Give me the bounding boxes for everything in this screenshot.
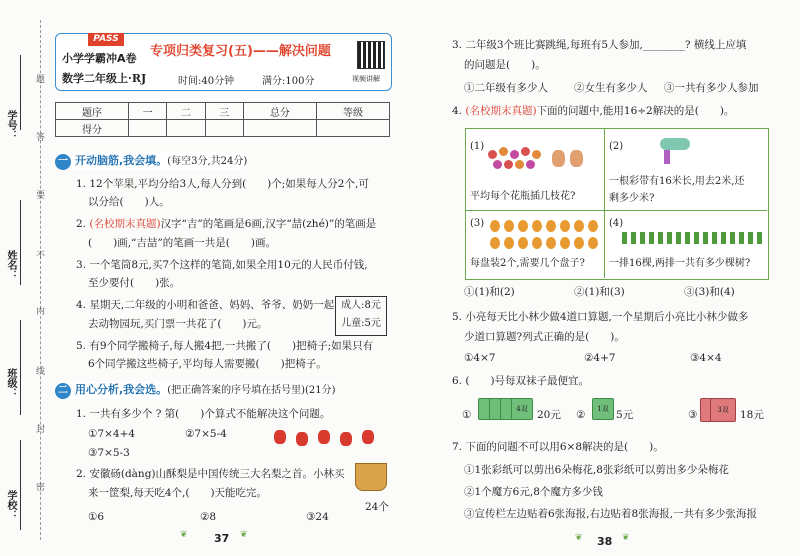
- mark-mi: 密: [36, 483, 46, 493]
- pineapple-icon: [532, 220, 542, 232]
- ribbon-roll-icon: [660, 138, 690, 150]
- student-name-label: 姓名：: [5, 250, 16, 280]
- lantern-icon: [274, 430, 286, 444]
- s2-q2-option-3[interactable]: ③24: [306, 511, 329, 523]
- score-header: 三: [205, 103, 243, 120]
- r-q5-option-1[interactable]: ①4×7: [464, 352, 496, 364]
- r-q4-text: 下面的问题中,能用16÷2解决的是( )。: [536, 105, 735, 117]
- sock-pack-label: 3双: [710, 398, 736, 422]
- sock-pack-label: 1双: [592, 398, 614, 420]
- trees-row-icon: [622, 232, 762, 244]
- mark-bu: 不: [36, 251, 46, 261]
- mark-da: 答: [36, 133, 46, 143]
- qr-code-icon[interactable]: [357, 41, 385, 69]
- score-cell[interactable]: [243, 120, 316, 137]
- lantern-icon: [318, 430, 330, 444]
- qr-caption: 视频讲解: [352, 75, 380, 83]
- score-header: 题序: [56, 103, 129, 120]
- s2-q2-line-1: 2. 安徽砀(dàng)山酥梨是中国传统三大名梨之首。小林买: [76, 468, 345, 480]
- lantern-icon: [362, 430, 374, 444]
- section-2-note: (把正确答案的序号填在括号里)(21分): [167, 385, 336, 396]
- r-q3-option-3[interactable]: ③一共有多少人参加: [664, 82, 759, 94]
- pineapple-icon: [588, 237, 598, 249]
- r-q3-line-1: 3. 二年级3个班比赛跳绳,每班有5人参加,________? 横线上应填: [452, 39, 747, 51]
- pic-3-label: (3): [470, 218, 485, 229]
- section-2-header: [55, 381, 336, 399]
- r-q6-option-3-price: 18元: [740, 409, 764, 421]
- r-q5-option-3[interactable]: ③4×4: [690, 352, 722, 364]
- q4-line-2: 去动物园玩,买门票一共花了( )元。: [88, 318, 268, 330]
- mark-yao: 要: [36, 191, 46, 201]
- pineapple-icon: [574, 237, 584, 249]
- flower-icon: [504, 160, 513, 169]
- section-1-note: (每空3分,共24分): [167, 156, 248, 167]
- page-number-left: 37: [214, 532, 230, 545]
- q4-line-1: 4. 星期天,二年级的小明和爸爸、妈妈、爷爷、奶奶一起: [76, 299, 335, 311]
- r-q6-option-1-price: 20元: [537, 409, 561, 421]
- score-header: 二: [167, 103, 205, 120]
- sock-pack-label: 4双: [511, 398, 533, 420]
- r-q6-option-2-mark[interactable]: ②: [576, 409, 586, 421]
- pineapple-icon: [546, 220, 556, 232]
- s2-q1-option-1[interactable]: ①7×4+4: [88, 428, 136, 440]
- school-label: 学校：: [5, 490, 16, 520]
- r-q5-line-1: 5. 小亮每天比小林少做4道口算题,一个星期后小亮比小林少做多: [452, 311, 749, 323]
- r-q4-option-2[interactable]: ②(1)和(3): [574, 286, 625, 298]
- r-q5-line-2: 少道口算题?列式正确的是( )。: [464, 331, 625, 343]
- flower-icon: [510, 150, 519, 159]
- section-1-header: [55, 152, 247, 170]
- flower-icon: [526, 160, 535, 169]
- pic-4-label: (4): [609, 218, 624, 229]
- s2-q1-option-3[interactable]: ③7×5-3: [88, 447, 130, 459]
- sprout-icon: ❦: [622, 533, 630, 543]
- class-label: 班级：: [5, 368, 16, 398]
- s2-q1-option-2[interactable]: ②7×5-4: [185, 428, 227, 440]
- r-q7-line: 7. 下面的问题不可以用6×8解决的是( )。: [452, 441, 664, 453]
- section-2-number: 二: [55, 383, 71, 399]
- score-table: [55, 102, 390, 137]
- r-q6-option-3-mark[interactable]: ③: [688, 409, 698, 421]
- r-q7-option-2[interactable]: ②1个魔方6元,8个魔方多少钱: [464, 486, 603, 498]
- r-q4-option-3[interactable]: ③(3)和(4): [684, 286, 735, 298]
- flower-icon: [499, 147, 508, 156]
- pic-2-label: (2): [609, 141, 624, 152]
- q1-line-1: 1. 12个苹果,平均分给3人,每人分到( )个;如果每人分2个,可: [76, 178, 369, 190]
- flower-icon: [488, 150, 497, 159]
- r-q4-tag: (名校期末真题): [465, 105, 537, 117]
- flower-icon: [532, 150, 541, 159]
- id-underline: [20, 55, 21, 130]
- basket-count: 24个: [365, 501, 389, 513]
- flower-icon: [515, 160, 524, 169]
- student-id-label: 学号：: [5, 110, 16, 140]
- r-q6-line: 6. ( )号每双袜子最便宜。: [452, 375, 590, 387]
- section-2-title: 用心分析,我会选。: [75, 383, 168, 396]
- section-1-title: 开动脑筋,我会填。: [75, 154, 168, 167]
- r-q7-option-3[interactable]: ③宣传栏左边贴着6张海报,右边贴着8张海报,一共有多少张海报: [464, 508, 758, 520]
- mark-ti: 题: [36, 75, 46, 85]
- mark-xian: 线: [36, 367, 46, 377]
- sprout-icon: ❦: [575, 533, 583, 543]
- school-underline: [20, 440, 21, 530]
- r-q4-line: [452, 104, 734, 118]
- q2-text: 汉字“吉”的笔画是6画,汉字“喆(zhé)”的笔画是: [160, 218, 377, 230]
- brand-logo: PASS: [88, 33, 124, 46]
- adult-price: 成人:8元: [341, 300, 381, 311]
- mark-nei: 内: [36, 307, 46, 317]
- score-cell[interactable]: [205, 120, 243, 137]
- q5-line-1: 5. 有9个同学搬椅子,每人搬4把,一共搬了( )把椅子;如果只有: [76, 340, 374, 352]
- lantern-icon: [340, 432, 352, 446]
- q2-line-2: ( )画,“吉喆”的笔画一共是( )画。: [88, 237, 276, 249]
- pineapple-icon: [532, 237, 542, 249]
- r-q3-option-2[interactable]: ②女生有多少人: [574, 82, 648, 94]
- series-name: 小学学霸冲A卷: [62, 52, 137, 65]
- r-q3-option-1[interactable]: ①二年级有多少人: [464, 82, 548, 94]
- s2-q2-option-1[interactable]: ①6: [88, 511, 105, 523]
- score-row-label: 得分: [56, 120, 129, 137]
- cut-line: [40, 20, 41, 540]
- score-cell[interactable]: [129, 120, 167, 137]
- pineapple-icon: [560, 220, 570, 232]
- pineapple-icon: [504, 220, 514, 232]
- q5-line-2: 6个同学搬这些椅子,平均每人需要搬( )把椅子。: [88, 358, 327, 370]
- grid-divider: [465, 210, 767, 211]
- pineapple-icon: [588, 220, 598, 232]
- pic-2-question-2: 剩多少米?: [609, 193, 655, 204]
- time-limit: 时间:40分钟: [178, 76, 235, 87]
- score-header: 总分: [243, 103, 316, 120]
- pineapple-icon: [518, 220, 528, 232]
- pineapple-icon: [546, 237, 556, 249]
- r-q7-option-1[interactable]: ①1张彩纸可以剪出6朵梅花,8张彩纸可以剪出多少朵梅花: [464, 464, 729, 476]
- s2-q2-option-2[interactable]: ②8: [200, 511, 217, 523]
- q2-tag: (名校期末真题): [89, 218, 161, 230]
- pineapple-icon: [490, 237, 500, 249]
- pic-4-question: 一排16棵,两排一共有多少棵树?: [609, 258, 751, 269]
- q2-line-1: [76, 217, 376, 231]
- r-q4-number: 4.: [452, 105, 466, 117]
- ticket-price-box: [335, 296, 387, 336]
- pic-2-question-1: 一根彩带有16米长,用去2米,还: [609, 176, 745, 187]
- r-q4-option-1[interactable]: ①(1)和(2): [464, 286, 515, 298]
- pineapple-icon: [574, 220, 584, 232]
- flower-icon: [521, 147, 530, 156]
- q3-line-1: 3. 一个笔筒8元,买7个这样的笔筒,如果全用10元的人民币付钱,: [76, 259, 368, 271]
- pineapple-icon: [504, 237, 514, 249]
- score-cell[interactable]: [316, 120, 389, 137]
- pineapple-icon: [490, 220, 500, 232]
- vase-icon: [570, 150, 583, 167]
- score-header: 一: [129, 103, 167, 120]
- r-q6-option-2-price: 5元: [616, 409, 634, 421]
- r-q5-option-2[interactable]: ②4+7: [584, 352, 616, 364]
- pineapple-icon: [518, 237, 528, 249]
- page-number-right: 38: [597, 535, 613, 548]
- sprout-icon: ❦: [240, 530, 248, 540]
- pineapple-icon: [560, 237, 570, 249]
- q2-number: 2.: [76, 218, 90, 230]
- child-price: 儿童:5元: [341, 318, 381, 329]
- r-q3-line-2: 的问题是( )。: [464, 59, 546, 71]
- pic-1-label: (1): [470, 141, 485, 152]
- pic-1-question: 平均每个花瓶插几枝花?: [470, 191, 576, 202]
- pic-3-question: 每盘装2个,需要几个盘子?: [470, 258, 585, 269]
- vase-icon: [552, 150, 565, 167]
- grid-divider: [604, 128, 605, 278]
- flower-icon: [493, 160, 502, 169]
- class-underline: [20, 320, 21, 415]
- subject-grade: 数学二年级上·RJ: [62, 72, 147, 85]
- r-q6-option-1-mark[interactable]: ①: [462, 409, 472, 421]
- page-title: 专项归类复习(五)——解决问题: [150, 44, 331, 59]
- lantern-icon: [296, 432, 308, 446]
- q3-line-2: 至少要付( )张。: [88, 277, 181, 289]
- s2-q1-line: 1. 一共有多少个 ? 第( )个算式不能解决这个问题。: [76, 408, 331, 420]
- pear-basket-icon: [355, 463, 387, 491]
- name-underline: [20, 200, 21, 285]
- mark-feng: 封: [36, 425, 46, 435]
- q1-line-2: 以分给( )人。: [88, 196, 170, 208]
- score-cell[interactable]: [167, 120, 205, 137]
- ribbon-tail-icon: [664, 150, 670, 164]
- section-1-number: 一: [55, 154, 71, 170]
- sprout-icon: ❦: [180, 530, 188, 540]
- score-header: 等级: [316, 103, 389, 120]
- full-score: 满分:100分: [262, 76, 315, 87]
- s2-q2-line-2: 来一筐梨,每天吃4个,( )天能吃完。: [88, 487, 268, 499]
